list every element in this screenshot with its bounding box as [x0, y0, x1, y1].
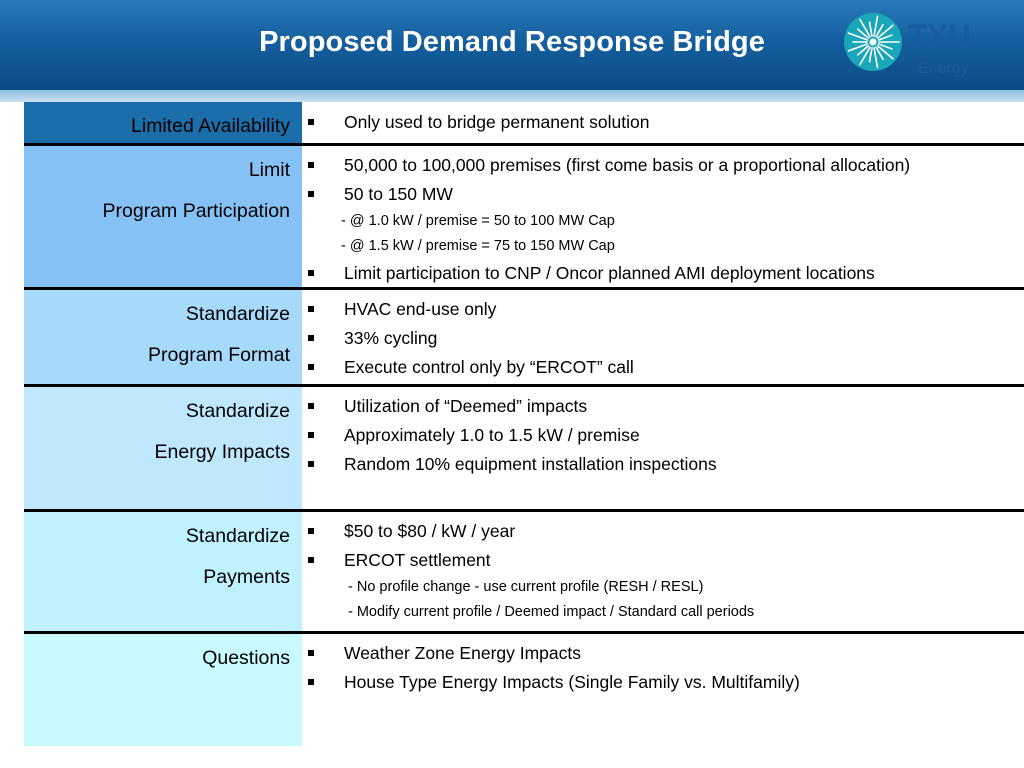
table-row [24, 387, 1024, 512]
header-band [0, 90, 1024, 102]
bullet-item: Utilization of “Deemed” impacts [324, 392, 1024, 421]
sub-item: - @ 1.5 kW / premise = 75 to 150 MW Cap [341, 238, 615, 254]
bullet-square-icon [308, 557, 314, 563]
row-content [324, 151, 1024, 290]
bullet-item: Only used to bridge permanent solution [324, 108, 1024, 137]
table-row [24, 634, 1024, 746]
row-label-line: Energy Impacts [154, 441, 290, 463]
bullet-item: ERCOT settlement [324, 546, 1024, 575]
bullet-square-icon [308, 306, 314, 312]
bullet-item: 33% cycling [324, 324, 1024, 353]
bullet-square-icon [308, 461, 314, 467]
row-label-line: Standardize [185, 525, 290, 547]
bullet-item: Limit participation to CNP / Oncor planned AMI deployment locations [324, 259, 1024, 288]
row-label-line: Questions [202, 647, 290, 669]
page-title: Proposed Demand Response Bridge [259, 26, 765, 58]
bullet-square-icon [308, 403, 314, 409]
bullet-square-icon [308, 432, 314, 438]
row-label [24, 512, 302, 634]
bullet-item: 50 to 150 MW [324, 180, 1024, 209]
row-label-line: Limited Availability [131, 115, 290, 137]
row-label [24, 634, 302, 746]
bullet-square-icon [308, 162, 314, 168]
bullet-item: House Type Energy Impacts (Single Family vs. Multifamily) [324, 668, 1024, 697]
bullet-item: 50,000 to 100,000 premises (first come basis or a proportional allocation) [324, 151, 1024, 180]
row-label-line: Payments [203, 566, 290, 588]
bullet-item: $50 to $80 / kW / year [324, 517, 1024, 546]
row-label-line: Standardize [185, 303, 290, 325]
table-row [24, 290, 1024, 387]
row-label-line: Standardize [185, 400, 290, 422]
table-row [24, 512, 1024, 634]
bridge-table [24, 102, 1024, 746]
starburst-logo-icon [843, 12, 903, 72]
row-content [324, 517, 1024, 634]
row-content [324, 108, 1024, 146]
sub-item: - @ 1.0 kW / premise = 50 to 100 MW Cap [341, 213, 615, 229]
row-label [24, 102, 302, 146]
row-label-line: Program Participation [102, 200, 290, 222]
row-label [24, 290, 302, 387]
table-row [24, 102, 1024, 146]
bullet-square-icon [308, 528, 314, 534]
row-content [324, 392, 1024, 512]
logo-wordmark: TXU [908, 18, 971, 54]
bullet-item: Random 10% equipment installation inspections [324, 450, 1024, 479]
bullet-square-icon [308, 650, 314, 656]
bullet-square-icon [308, 119, 314, 125]
bullet-square-icon [308, 364, 314, 370]
sub-item: - No profile change - use current profile (RESH / RESL) [348, 579, 704, 595]
logo-subtitle: Energy [918, 60, 969, 77]
bullet-item: HVAC end-use only [324, 295, 1024, 324]
row-content [324, 639, 1024, 746]
row-label [24, 387, 302, 512]
bullet-square-icon [308, 335, 314, 341]
sub-item: - Modify current profile / Deemed impact / Standard call periods [348, 604, 755, 620]
bullet-item: Weather Zone Energy Impacts [324, 639, 1024, 668]
bullet-square-icon [308, 679, 314, 685]
row-label-line: Program Format [148, 344, 290, 366]
bullet-square-icon [308, 191, 314, 197]
row-label-line: Limit [248, 159, 290, 181]
row-label [24, 146, 302, 290]
row-content [324, 295, 1024, 387]
bullet-item: Approximately 1.0 to 1.5 kW / premise [324, 421, 1024, 450]
bullet-item: Execute control only by “ERCOT” call [324, 353, 1024, 382]
bullet-square-icon [308, 270, 314, 276]
table-row [24, 146, 1024, 290]
